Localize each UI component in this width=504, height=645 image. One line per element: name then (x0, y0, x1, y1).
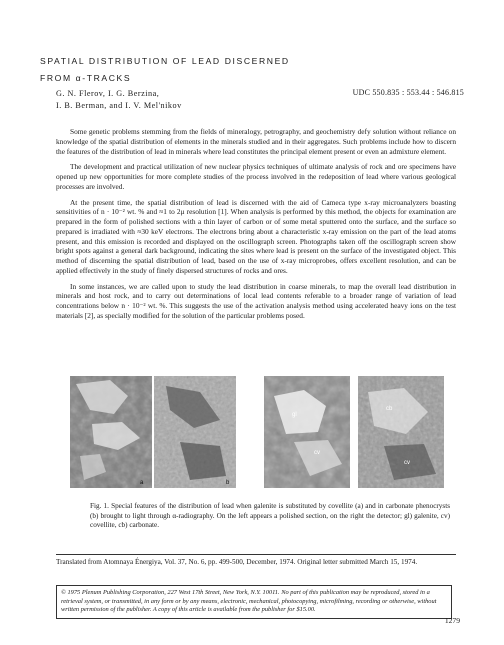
title-line-1: SPATIAL DISTRIBUTION OF LEAD DISCERNED (40, 56, 290, 66)
paragraph-2: The development and practical utilization of new nuclear physics techniques of ultimate analysis of rock and ore specimens have opened up new opportunities for more complete studies of the process involved in the redeposition of lead where various geological processes are involved. (56, 162, 456, 191)
authors-line-2: I. B. Berman, and I. V. Mel'nikov (56, 101, 182, 110)
paragraph-4: In some instances, we are called upon to study the lead distribution in coarse minerals, to map the overall lead distribution in minerals and host rock, and to carry out determinations of local lead contents referable to a broader range of variation of lead concentrations below n · 10⁻² wt. %. This suggests the use of the activation analysis method using accelerated heavy ions on the test materials [2], as specially modified for the solution of the particular problems posed. (56, 281, 456, 320)
fig-label-cb: cb (386, 406, 393, 412)
figure-caption: Fig. 1. Special features of the distribution of lead when galenite is substituted by covellite (a) and in carbonate phenocrysts (b) brought to light through α-radiography. On the left appears a polished section, on the right the detector; gl) galenite, cv) covellite, cb) carbonate. (90, 502, 450, 530)
udc-code: UDC 550.835 : 553.44 : 546.815 (352, 88, 464, 97)
fig-label-cv-2: cv (404, 460, 410, 466)
fig-label-cv: cv (314, 450, 320, 456)
copyright-notice: © 1975 Plenum Publishing Corporation, 227 West 17th Street, New York, N.Y. 10011. No part of this publication may be reproduced, stored in a retrieval system, or transmitted, in any form or by any means, electronic, mechanical, photocopying, microfilming, recording or otherwise, without written permission of the publisher. A copy of this article is available from the publisher for $15.00. (56, 585, 452, 619)
article-body (56, 127, 456, 327)
author-list (56, 88, 182, 112)
fig-label-b: b (226, 480, 230, 486)
micrograph-left (70, 376, 236, 488)
paragraph-1: Some genetic problems stemming from the fields of mineralogy, petrography, and geochemistry defy solution without reliance on knowledge of the spatial distribution of elements in the minerals studied and in their aggregates. Such problems include how to discern the features of the distribution of lead in minerals where lead constitutes the principal element present or even an admixture element. (56, 127, 456, 156)
footnote-divider (56, 554, 456, 555)
page-number: 1279 (444, 616, 460, 625)
title-line-2: FROM α-TRACKS (40, 73, 132, 83)
fig-label-gl: gl (292, 412, 297, 418)
fig-label-a: a (140, 480, 144, 486)
paragraph-3: At the present time, the spatial distribution of lead is discerned with the aid of Cameca type x-ray microanalyzers boasting sensitivities of n · 10⁻² wt. % and ≈1 to 2μ resolution [1]. When analysis is performed by this method, the objects for examination are prepared in the form of polished sections with a thin layer of carbon or of some metal sputtered onto the surface, and the surface so prepared is irradiated with ≈30 keV electrons. The electrons bring about a characteristic x-ray emission on the part of the lead atoms present, and this emission is recorded and displayed on the oscillograph screen. Photographs taken off the oscillograph screen show bright spots against a general dark background, indicating the sites where lead is present on the surface of the investigated object. This method of discerning the spatial distribution of lead, based on the use of x-ray microprobes, offers excellent resolution, and can be applied effectively in the study of finely dispersed structures of rocks and ores. (56, 197, 456, 275)
micrograph-right (264, 376, 444, 488)
micrograph-left-image (70, 376, 236, 488)
figure-1 (56, 376, 456, 496)
micrograph-right-image (264, 376, 444, 488)
article-title (40, 53, 290, 87)
translation-note: Translated from Atomnaya Énergiya, Vol. 37, No. 6, pp. 499-500, December, 1974. Original letter submitted March 15, 1974. (56, 558, 418, 566)
authors-line-1: G. N. Flerov, I. G. Berzina, (56, 89, 160, 98)
